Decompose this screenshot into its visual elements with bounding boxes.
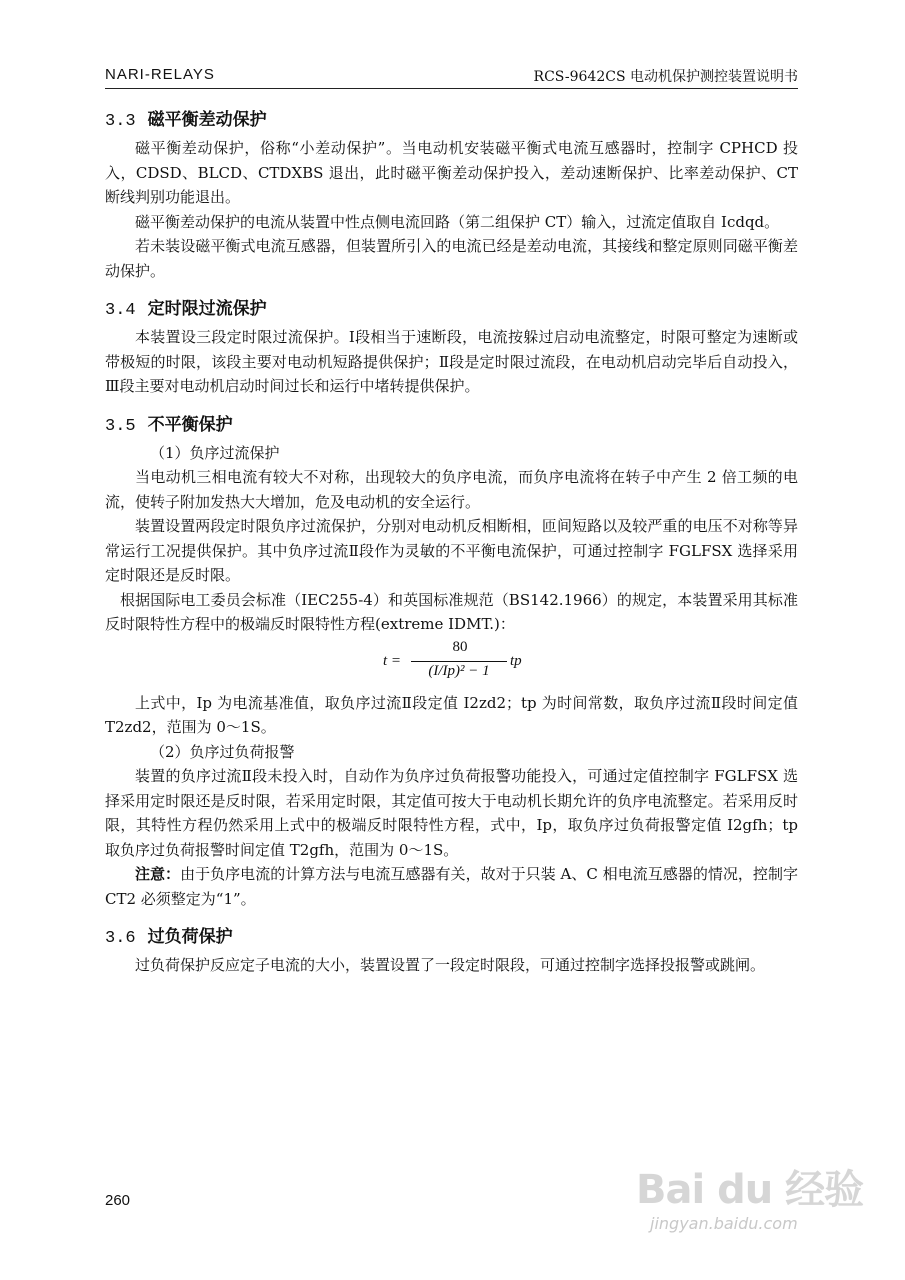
note-text: 由于负序电流的计算方法与电流互感器有关，故对于只装 A、C 相电流互感器的情况，控制字 CT2 必须整定为“1”。 [105,865,798,908]
paragraph: 上式中，Ip 为电流基准值，取负序过流Ⅱ段定值 I2zd2；tp 为时间常数，取负序过流Ⅱ段时间定值 T2zd2，范围为 0～1S。 [105,693,798,736]
page-content [105,106,798,978]
section-number: 3.4 [105,301,136,320]
section-title: 过负荷保护 [147,927,233,947]
idmt-formula [105,639,798,689]
page-header [105,64,798,89]
paragraph: 装置的负序过流Ⅱ段未投入时，自动作为负序过负荷报警功能投入，可通过定值控制字 FGLFSX 选择采用定时限还是反时限，若采用定时限，其定值可按大于电动机长期允许的负序电流整定。若采用反时限，其特性方程仍然采用上式中的极端反时限特性方程，式中，Ip，取负序过负荷报警定值 I2gfh；tp 取负序过负荷报警时间定值 T2gfh，范围为 0～1S。 [105,767,798,859]
paragraph: 当电动机三相电流有较大不对称，出现较大的负序电流，而负序电流将在转子中产生 2 倍工频的电流，使转子附加发热大大增加，危及电动机的安全运行。 [105,468,798,511]
section-heading-3-3 [105,106,798,136]
watermark-text: Bai du 经验 [636,1167,864,1213]
paragraph: 过负荷保护反应定子电流的大小，装置设置了一段定时限段，可通过控制字选择投报警或跳闸。 [135,956,766,974]
section-heading-3-5 [105,411,798,441]
paragraph: 磁平衡差动保护，俗称“小差动保护”。当电动机安装磁平衡式电流互感器时，控制字 CPHCD 投入，CDSD、BLCD、CTDXBS 退出，此时磁平衡差动保护投入，差动速断保护、比率差动保护、CT 断线判别功能退出。 [105,139,798,206]
fraction-bar [411,661,507,662]
section-title: 不平衡保护 [147,414,233,435]
section-title: 定时限过流保护 [147,299,267,319]
paragraph: 本装置设三段定时限过流保护。Ⅰ段相当于速断段，电流按躲过启动电流整定，时限可整定为速断或带极短的时限，该段主要对电动机短路提供保护；Ⅱ段是定时限过流段，在电动机启动完毕后自动投入，Ⅲ段主要对电动机启动时间过长和运行中堵转提供保护。 [105,328,798,395]
section-number: 3.6 [105,929,136,948]
paragraph: 装置设置两段定时限负序过流保护，分别对电动机反相断相，匝间短路以及较严重的电压不对称等异常运行工况提供保护。其中负序过流Ⅱ段作为灵敏的不平衡电流保护，可通过控制字 FGLFSX 选择采用定时限还是反时限。 [105,517,798,584]
formula-lhs: t = [383,652,402,669]
paragraph: 磁平衡差动保护的电流从装置中性点侧电流回路（第二组保护 CT）输入，过流定值取自 Icdqd。 [135,212,780,231]
section-title: 磁平衡差动保护 [147,110,267,130]
note-paragraph [105,862,798,911]
paragraph: 若未装设磁平衡式电流互感器，但装置所引入的电流已经是差动电流，其接线和整定原则同磁平衡差动保护。 [105,237,798,280]
section-number: 3.5 [105,416,136,436]
formula-denominator: (I/Ip)² − 1 [428,662,490,679]
note-label: 注意： [135,865,181,883]
paragraph: 根据国际电工委员会标准（IEC255-4）和英国标准规范（BS142.1966）的规定，本装置采用其标准反时限特性方程中的极端反时限特性方程(extreme IDMT.)： [105,590,798,633]
section-heading-3-4 [105,295,798,325]
subsection-title: （1）负序过流保护 [150,443,280,462]
header-doc-title: RCS-9642CS 电动机保护测控装置说明书 [533,69,798,85]
formula-numerator: 80 [452,638,468,655]
header-brand: NARI-RELAYS [105,66,215,83]
subsection-title: （2）负序过负荷报警 [150,742,295,761]
formula-factor: tp [510,652,522,669]
section-number: 3.3 [105,112,136,131]
baidu-watermark [636,1158,876,1248]
section-heading-3-6 [105,923,798,953]
watermark-url: jingyan.baidu.com [650,1214,798,1233]
page-number: 260 [105,1192,131,1209]
